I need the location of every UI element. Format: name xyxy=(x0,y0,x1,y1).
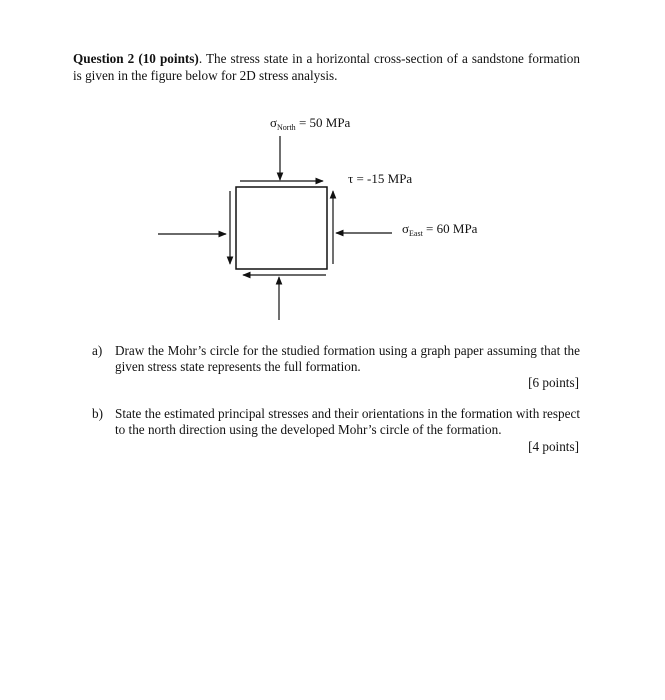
part-a xyxy=(92,343,580,375)
part-a-text: Draw the Mohr’s circle for the studied formation using a graph paper assuming that the given stress state represents the full formation. xyxy=(115,343,580,374)
part-b-letter: b) xyxy=(92,406,103,421)
part-a-points: [6 points] xyxy=(528,375,579,390)
sigma-east-label: $\sigma_{East} = 60$ MPa xyxy=(402,221,478,238)
question-heading: Question 2 (10 points) xyxy=(73,51,199,66)
part-b-points: [4 points] xyxy=(528,439,579,454)
sigma-north-label: $\sigma_{North} = 50$ MPa xyxy=(270,115,351,132)
part-b-text: State the estimated principal stresses and their orientations in the formation with respect to the north direction using the developed Mohr’s circle of the formation. xyxy=(115,406,580,437)
part-a-letter: a) xyxy=(92,343,103,358)
question-text: . The stress state in a horizontal cross-section of a sandstone formation is given in the figure below for 2D stress analysis. xyxy=(73,51,580,83)
stress-element-square xyxy=(236,187,327,269)
tau-label: τ = -15 MPa xyxy=(348,171,413,186)
part-b xyxy=(92,406,580,438)
